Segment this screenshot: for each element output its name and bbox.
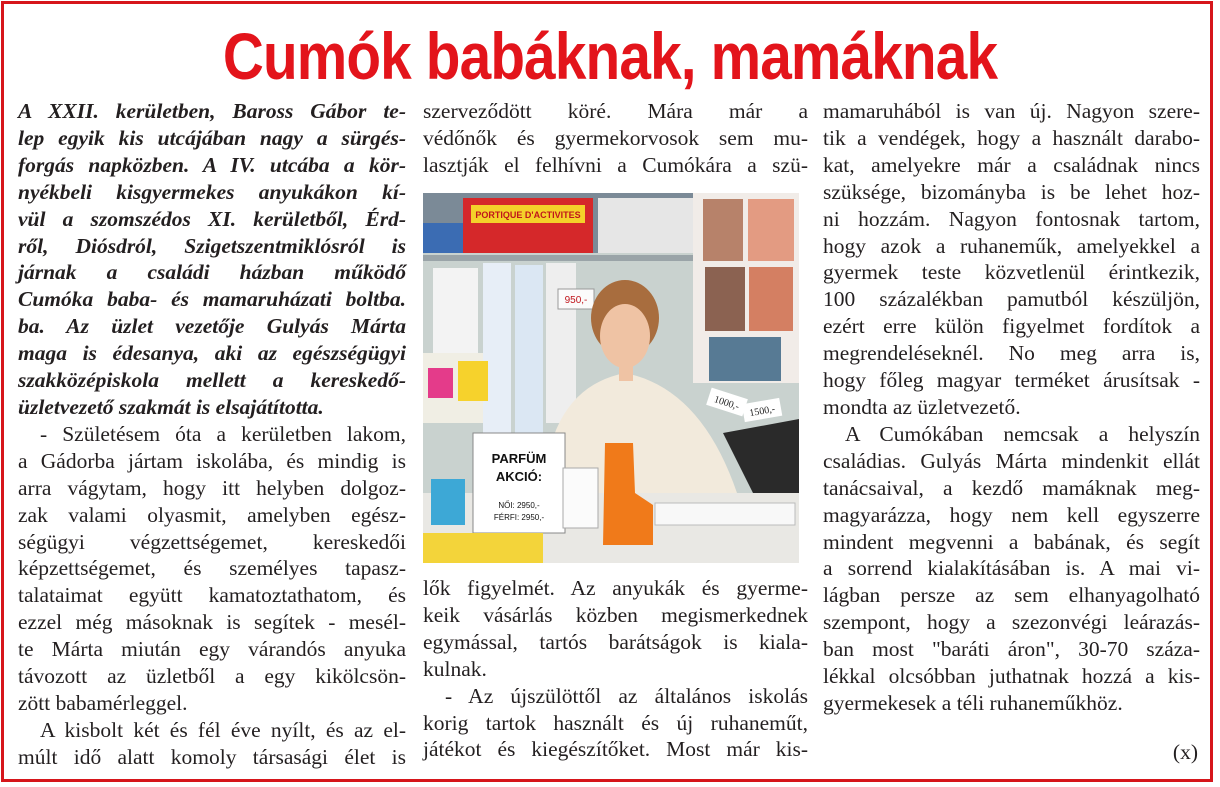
text-line: üzletvezető szakmát is elsajátította.: [18, 394, 324, 419]
box-label: PORTIQUE D'ACTIVITES: [475, 210, 581, 220]
text-line: tanácsaival, a kezdő mamáknak meg-: [823, 475, 1200, 500]
text-line: ről, Diósdról, Szigetszentmiklósról is: [18, 233, 406, 258]
text-line: múlt idő alatt komoly társasági élet is: [18, 744, 406, 769]
text-line: nyékbeli kisgyermekes anyukákon kí-: [18, 179, 406, 204]
text-line: lékkal olcsóbban juthatnak hozzá a kis-: [823, 664, 1200, 689]
text-line: ba. Az üzlet vezetője Gulyás Márta: [18, 314, 406, 339]
text-line: gyermekesek a téli ruhaneműkhöz.: [823, 690, 1123, 715]
text-line: hogy főleg magyar terméket árusítsak -: [823, 368, 1200, 393]
sign-title-1: PARFÜM: [491, 451, 547, 466]
column-2-bottom: [423, 575, 808, 763]
text-line: A kisbolt két és fél éve nyílt, és az el-: [40, 717, 406, 742]
text-line: mindent megvenni a babának, és segít: [823, 529, 1200, 554]
price-tag: 950,-: [564, 295, 588, 306]
text-line: gyermek teste közvetlenül érintkezik,: [823, 260, 1200, 285]
column-1: [18, 98, 406, 771]
sign-noi: NŐI: 2950,-: [498, 501, 540, 510]
text-line: szerveződött köré. Mára már a: [423, 99, 808, 123]
text-line: ezért erre külön figyelmet fordítok a: [823, 314, 1200, 339]
paragraph-community: [423, 575, 808, 683]
tag-1500: 1500,-: [748, 403, 776, 420]
text-line: egymással, tartós barátságok is kiala-: [423, 629, 808, 654]
text-line: kulnak.: [423, 656, 487, 681]
text-line: járnak a családi házban működő: [18, 260, 406, 285]
paragraph-shop: [18, 717, 406, 771]
tag-1000: 1000,-: [712, 394, 741, 413]
headline: Cumók babáknak, mamáknak: [222, 19, 998, 93]
text-line: magyarázza, hogy nem kell egyszerre: [823, 502, 1200, 527]
text-line: játékot és kiegészítőket. Most már kis-: [423, 737, 808, 762]
sign-ferfi: FÉRFI: 2950,-: [493, 513, 545, 522]
sign-title-2: AKCIÓ:: [495, 469, 543, 484]
paragraph-products: [423, 683, 808, 764]
text-line: lágban persze az sem elhanyagolható: [823, 583, 1200, 608]
text-line: lők figyelmét. Az anyukák és gyerme-: [423, 576, 808, 600]
text-line: mamaruhából is van új. Nagyon szere-: [823, 99, 1200, 123]
text-line: - Az újszülöttől az általános iskolás: [445, 683, 808, 708]
text-line: vül a szomszédos XI. kerületből, Érd-: [18, 206, 406, 231]
text-line: zak valami olyasmit, amelyben egész-: [18, 502, 406, 527]
paragraph-advice: [823, 421, 1200, 717]
lead-paragraph: [18, 98, 406, 421]
text-line: A Cumókában nemcsak a helyszín: [845, 421, 1200, 446]
text-line: a Gádorba jártam iskolába, és mindig is: [18, 448, 406, 473]
text-line: ban most "baráti áron", 30-70 száza-: [823, 637, 1200, 662]
text-line: szakközépiskola mellett a kereskedő-: [18, 368, 406, 393]
text-line: 100 százalékban pamutból készüljön,: [823, 287, 1200, 312]
text-line: talataimat együtt kamatoztathatom, és: [18, 583, 406, 608]
text-line: ségügyi végzettségemet, kereskedői: [18, 529, 406, 554]
text-line: szempont, hogy a szezonvégi leárazás-: [823, 610, 1200, 635]
text-line: korig tartok használt és új ruhaneműt,: [423, 710, 808, 735]
text-line: megrendeléseknél. No meg arra is,: [823, 341, 1200, 366]
author-signature: (x): [1172, 740, 1198, 764]
shop-photo-illustration: [423, 193, 799, 563]
text-line: mondta az üzletvezető.: [823, 394, 1021, 419]
text-line: zött babamérleggel.: [18, 690, 188, 715]
text-line: forgás napközben. A IV. utcába a kör-: [18, 152, 406, 177]
text-line: képzettségemet, és személyes tapasz-: [18, 556, 406, 581]
text-line: ezzel még másoknak is segítek - mesél-: [18, 610, 406, 635]
text-line: tik a vendégek, hogy a használt darabo-: [823, 125, 1200, 150]
text-line: keik vásárlás közben megismerkednek: [423, 602, 808, 627]
text-line: te Márta miután egy várandós anyuka: [18, 637, 406, 662]
column-3: [823, 98, 1200, 717]
text-line: kat, amelyekre már a családnak nincs: [823, 152, 1200, 177]
text-line: lep egyik kis utcájában nagy a sürgés-: [18, 125, 406, 150]
text-line: védőnők és gyermekorvosok sem mu-: [423, 125, 808, 150]
text-line: a sorrend kialakításában is. A mai vi-: [823, 556, 1200, 581]
text-line: maga is édesanya, aki az egészségügyi: [18, 341, 406, 366]
paragraph-quality: [823, 98, 1200, 421]
shop-photo: [423, 193, 799, 563]
text-line: A XXII. kerületben, Baross Gábor te-: [18, 99, 406, 123]
text-line: távozott az üzletből a egy kikölcsön-: [18, 664, 406, 689]
text-line: szüksége, bizományba is be lehet hoz-: [823, 179, 1200, 204]
text-line: Cumóka baba- és mamaruházati boltba.: [18, 287, 406, 312]
paragraph-quote: [18, 421, 406, 717]
text-line: hogy azok a ruhaneműk, amelyekkel a: [823, 233, 1200, 258]
paragraph-continued: [423, 98, 808, 179]
text-line: ni hozzám. Nagyon fontosnak tartom,: [823, 206, 1200, 231]
text-line: arra vágytam, hogy itt helyben dolgoz-: [18, 475, 406, 500]
column-2-top: [423, 98, 808, 179]
text-line: lasztják el felhívni a Cumókára a szü-: [423, 152, 808, 177]
text-line: családias. Gulyás Márta mindenkit ellát: [823, 448, 1200, 473]
text-line: - Születésem óta a kerületben lakom,: [40, 421, 406, 446]
